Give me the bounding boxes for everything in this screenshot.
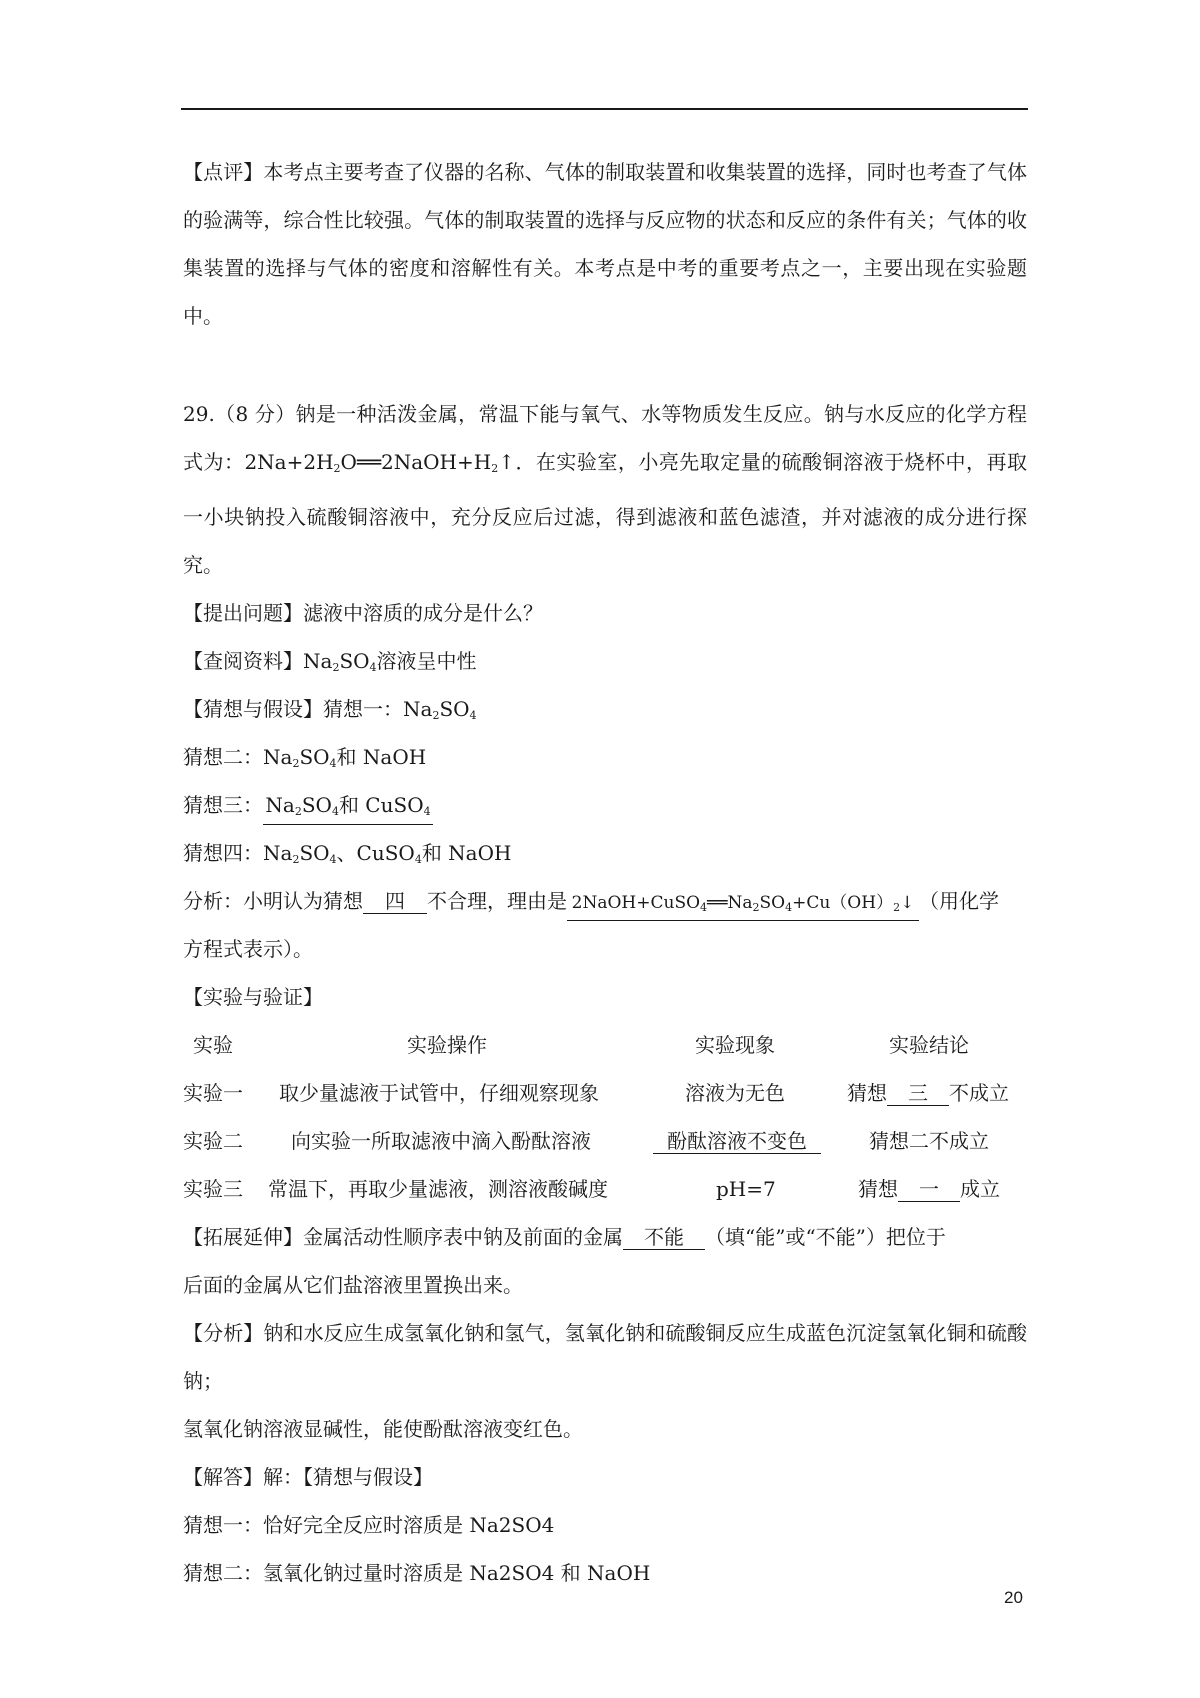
table-header: 实验 xyxy=(193,1033,233,1057)
hypothesis-3: 猜想三： $Na_2SO_4$和 CuSO$_4$ xyxy=(183,781,1027,829)
experiment-operation: 取少量滤液于试管中，仔细观察现象 xyxy=(279,1081,599,1105)
hypothesis-3-answer: $Na_2SO_4$和 CuSO$_4$ xyxy=(263,793,433,825)
analysis-line-2: 方程式表示）。 xyxy=(183,937,313,961)
review-paragraph: 【点评】本考点主要考查了仪器的名称、气体的制取装置和收集装置的选择，同时也考查了气体的验满等，综合性比较强。气体的制取装置的选择与反应物的状态和反应的条件有关；气体的收集装置的选择与气体的密度和溶解性有关。本考点是中考的重要考点之一，主要出现在实验题中。 xyxy=(183,160,1027,328)
question-29-intro: 29.（8 分）钠是一种活泼金属，常温下能与氧气、水等物质发生反应。钠与水反应的化学方程式为：$2Na+2H_2O══2NaOH+H_2↑$．在实验室，小亮先取定量的硫酸铜溶液于烧杯中，再取一小块钠投入硫酸铜溶液中，充分反应后过滤，得到滤液和蓝色滤渣，并对滤液的成分进行探究。 xyxy=(183,402,1028,577)
extension-answer-blank: 不能 xyxy=(623,1225,705,1250)
page-number: 20 xyxy=(1004,1588,1023,1607)
experiment-name: 实验三 xyxy=(183,1177,243,1201)
answer-hypothesis-1: 猜想一：恰好完全反应时溶质是 Na2SO4 xyxy=(183,1513,555,1537)
table-header: 实验结论 xyxy=(889,1033,969,1057)
analysis-paragraph-2: 氢氧化钠溶液显碱性，能使酚酞溶液变红色。 xyxy=(183,1417,583,1441)
analysis-answer-blank: 四 xyxy=(363,889,427,914)
table-row xyxy=(183,1117,1027,1165)
experiment-operation: 向实验一所取滤液中滴入酚酞溶液 xyxy=(291,1129,591,1153)
hypothesis-2: 猜想二：$Na_2SO_4$和 NaOH xyxy=(183,745,427,770)
experiment-phenomenon: pH=7 xyxy=(716,1177,776,1201)
header-rule xyxy=(181,108,1028,110)
experiment-conclusion: 猜想二不成立 xyxy=(869,1129,989,1153)
experiment-phenomenon: 酚酞溶液不变色 xyxy=(653,1117,821,1165)
table-row xyxy=(183,1165,1027,1213)
hypothesis-1: 【猜想与假设】猜想一：$Na_2SO_4$ xyxy=(183,697,477,722)
page-content xyxy=(183,148,1027,1597)
reference-info: 【查阅资料】$Na_2SO_4$溶液呈中性 xyxy=(183,649,477,674)
answer-heading: 【解答】解：【猜想与假设】 xyxy=(183,1465,433,1489)
hypothesis-4: 猜想四：$Na_2SO_4$、CuSO$_4$和 NaOH xyxy=(183,841,512,866)
answer-hypothesis-2: 猜想二：氢氧化钠过量时溶质是 Na2SO4 和 NaOH xyxy=(183,1561,651,1585)
analysis-line: 分析：小明认为猜想 四 不合理，理由是 $2NaOH+CuSO_4══Na_2SO_4+Cu(OH)_2↓$ （用化学 xyxy=(183,877,1027,925)
table-header-row xyxy=(183,1021,1027,1069)
analysis-paragraph: 【分析】钠和水反应生成氢氧化钠和氢气，氢氧化钠和硫酸铜反应生成蓝色沉淀氢氧化铜和硫酸钠； xyxy=(183,1321,1027,1393)
experiment-name: 实验二 xyxy=(183,1129,243,1153)
experiment-table xyxy=(183,1021,1027,1213)
conclusion-blank: 三 xyxy=(887,1081,949,1106)
experiment-phenomenon: 溶液为无色 xyxy=(685,1081,785,1105)
experiment-operation: 常温下，再取少量滤液，测溶液酸碱度 xyxy=(268,1177,608,1201)
conclusion-blank: 一 xyxy=(898,1177,960,1202)
extension-line: 【拓展延伸】金属活动性顺序表中钠及前面的金属 不能 （填“能”或“不能”）把位于 xyxy=(183,1225,946,1249)
experiment-conclusion: 猜想 三 不成立 xyxy=(847,1081,1009,1105)
table-header: 实验操作 xyxy=(407,1033,487,1057)
equation-answer-blank: $2NaOH+CuSO_4══Na_2SO_4+Cu(OH)_2↓$ xyxy=(567,891,919,921)
table-header: 实验现象 xyxy=(695,1033,775,1057)
experiment-name: 实验一 xyxy=(183,1081,243,1105)
experiment-conclusion: 猜想 一 成立 xyxy=(858,1177,1000,1201)
question-prompt: 【提出问题】滤液中溶质的成分是什么？ xyxy=(183,601,543,625)
verify-heading: 【实验与验证】 xyxy=(183,985,323,1009)
extension-line-2: 后面的金属从它们盐溶液里置换出来。 xyxy=(183,1273,523,1297)
table-row xyxy=(183,1069,1027,1117)
